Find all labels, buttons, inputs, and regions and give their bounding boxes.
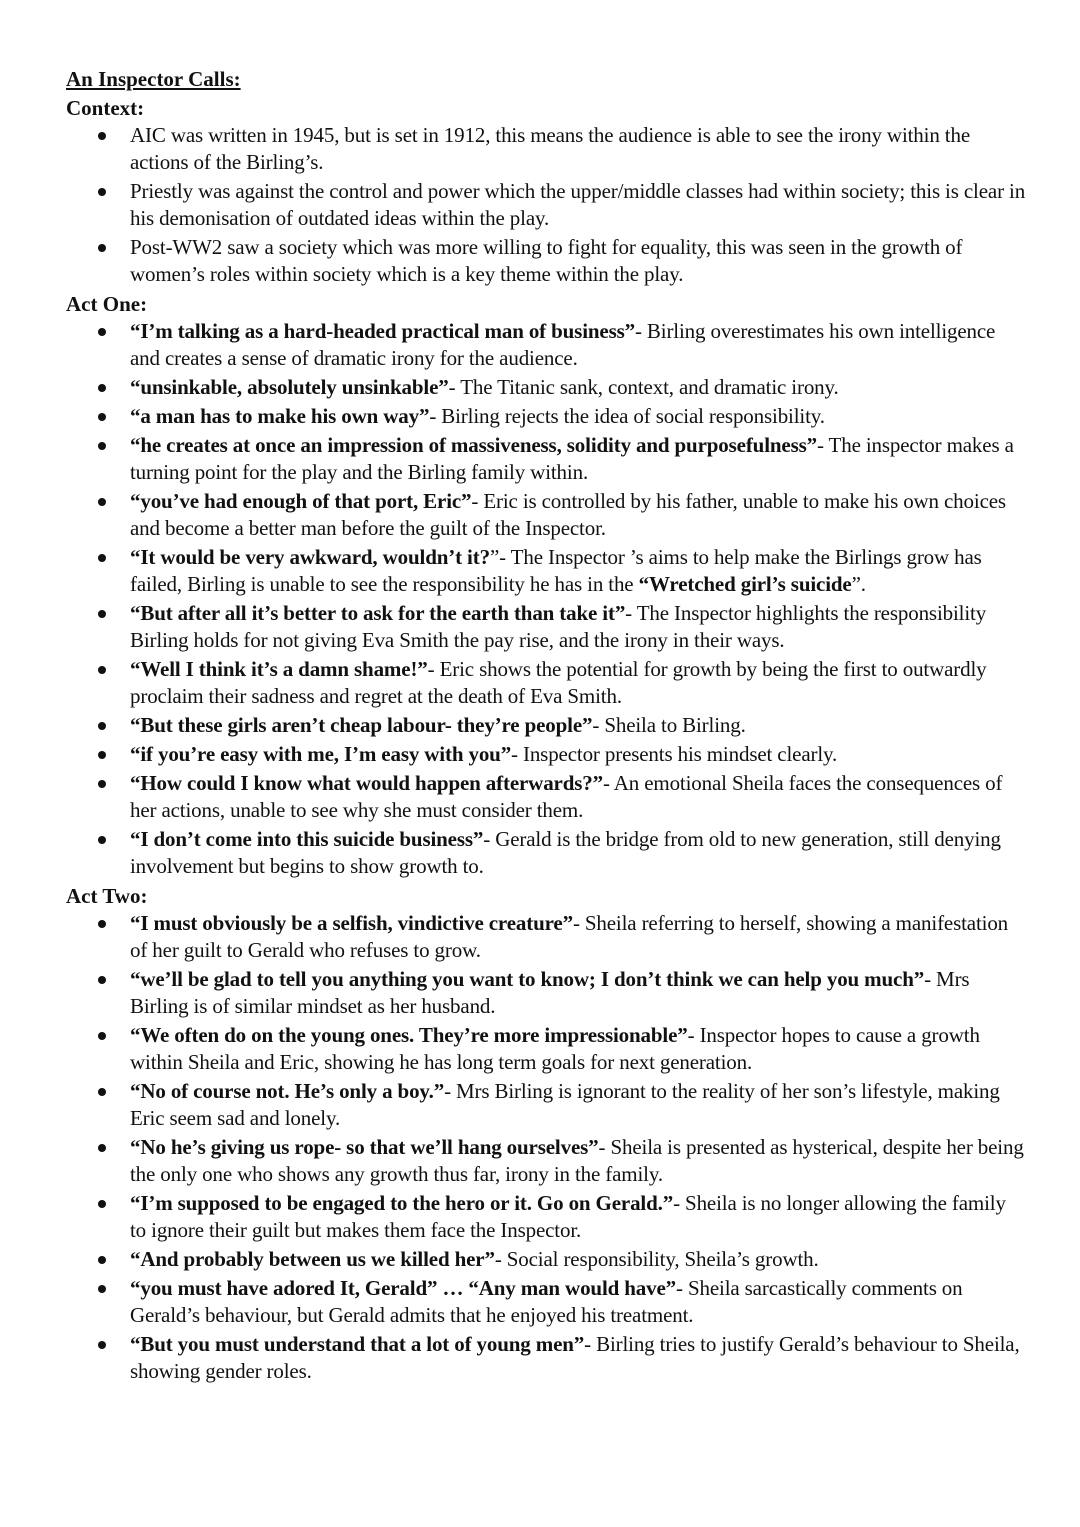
bullet-item xyxy=(66,1078,1026,1132)
analysis-text: - Mrs Birling is of similar mindset as her husband. xyxy=(130,967,970,1018)
bullet-item xyxy=(66,318,1026,372)
quote-text: “And probably between us we killed her” xyxy=(130,1247,495,1271)
analysis-text: - Birling tries to justify Gerald’s behaviour to Sheila, showing gender roles. xyxy=(130,1332,1020,1383)
quote-text: “But you must understand that a lot of young men” xyxy=(130,1332,585,1356)
bullet-list xyxy=(66,318,1026,880)
quote-text: “you’ve had enough of that port, Eric” xyxy=(130,489,472,513)
bullet-item xyxy=(66,741,1026,768)
document-body xyxy=(66,94,1026,1385)
analysis-text: - Sheila is no longer allowing the family to ignore their guilt but makes them face the Inspector. xyxy=(130,1191,1006,1242)
quote-text: “No of course not. He’s only a boy.” xyxy=(130,1079,445,1103)
bullet-item xyxy=(66,966,1026,1020)
bullet-item xyxy=(66,770,1026,824)
quote-text: “you must have adored It, Gerald” … “Any man would have” xyxy=(130,1276,677,1300)
analysis-text: - Sheila to Birling. xyxy=(592,713,746,737)
analysis-text: - Eric is controlled by his father, unable to make his own choices and become a better man before the guilt of the Inspector. xyxy=(130,489,1006,540)
analysis-text: - Sheila referring to herself, showing a manifestation of her guilt to Gerald who refuses to grow. xyxy=(130,911,1009,962)
analysis-text: AIC was written in 1945, but is set in 1912, this means the audience is able to see the irony within the actions of the Birling’s. xyxy=(130,123,970,174)
quote-text: “How could I know what would happen afterwards?” xyxy=(130,771,603,795)
quote-text: “No he’s giving us rope- so that we’ll hang ourselves” xyxy=(130,1135,599,1159)
analysis-text: - Gerald is the bridge from old to new generation, still denying involvement but begins to show growth to. xyxy=(130,827,1001,878)
bullet-item xyxy=(66,826,1026,880)
bullet-item xyxy=(66,1331,1026,1385)
analysis-text: - Inspector presents his mindset clearly. xyxy=(511,742,838,766)
bullet-item xyxy=(66,910,1026,964)
bullet-item xyxy=(66,1246,1026,1273)
analysis-text: ”- The Inspector ’s aims to help make the Birlings grow has failed, Birling is unable to see the responsibility he has in the xyxy=(130,545,982,596)
bullet-item xyxy=(66,178,1026,232)
bullet-item xyxy=(66,712,1026,739)
quote-text: “But these girls aren’t cheap labour- they’re people” xyxy=(130,713,593,737)
bullet-item xyxy=(66,122,1026,176)
quote-text: “unsinkable, absolutely unsinkable” xyxy=(130,375,449,399)
quote-text: “if you’re easy with me, I’m easy with you” xyxy=(130,742,512,766)
bullet-list xyxy=(66,910,1026,1385)
analysis-text: Priestly was against the control and power which the upper/middle classes had within society; this is clear in his demonisation of outdated ideas within the play. xyxy=(130,179,1026,230)
analysis-text: Post-WW2 saw a society which was more willing to fight for equality, this was seen in the growth of women’s roles within society which is a key theme within the play. xyxy=(130,235,963,286)
analysis-text: - The inspector makes a turning point for the play and the Birling family within. xyxy=(130,433,1014,484)
bullet-item xyxy=(66,544,1026,598)
analysis-text: - Sheila sarcastically comments on Gerald’s behaviour, but Gerald admits that he enjoyed his treatment. xyxy=(130,1276,963,1327)
bullet-item xyxy=(66,1275,1026,1329)
analysis-text: - Social responsibility, Sheila’s growth. xyxy=(494,1247,819,1271)
quote-text: “But after all it’s better to ask for the earth than take it” xyxy=(130,601,626,625)
section-heading: Act Two: xyxy=(66,884,148,908)
bullet-item xyxy=(66,403,1026,430)
bullet-item xyxy=(66,1190,1026,1244)
section-heading: Act One: xyxy=(66,292,148,316)
bullet-item xyxy=(66,656,1026,710)
analysis-text: - Eric shows the potential for growth by being the first to outwardly proclaim their sadness and regret at the death of Eva Smith. xyxy=(130,657,987,708)
analysis-text: - Inspector hopes to cause a growth within Sheila and Eric, showing he has long term goals for next generation. xyxy=(130,1023,980,1074)
analysis-text: - Birling overestimates his own intelligence and creates a sense of dramatic irony for the audience. xyxy=(130,319,996,370)
quote-text: “I don’t come into this suicide business” xyxy=(130,827,484,851)
analysis-text: - Birling rejects the idea of social responsibility. xyxy=(429,404,825,428)
quote-text: “Wretched girl’s suicide xyxy=(638,572,852,596)
analysis-text: - The Inspector highlights the responsibility Birling holds for not giving Eva Smith the pay rise, and the irony in their ways. xyxy=(130,601,987,652)
bullet-item xyxy=(66,432,1026,486)
bullet-item xyxy=(66,1134,1026,1188)
document-page xyxy=(66,64,1026,1387)
bullet-item xyxy=(66,234,1026,288)
quote-text: “we’ll be glad to tell you anything you want to know; I don’t think we can help you much” xyxy=(130,967,925,991)
analysis-text: - Mrs Birling is ignorant to the reality of her son’s lifestyle, making Eric seem sad and lonely. xyxy=(130,1079,1000,1130)
quote-text: “I must obviously be a selfish, vindictive creature” xyxy=(130,911,573,935)
analysis-text: ”. xyxy=(851,572,866,596)
quote-text: “I’m talking as a hard-headed practical man of business” xyxy=(130,319,635,343)
section-heading: Context: xyxy=(66,96,145,120)
bullet-item xyxy=(66,1022,1026,1076)
bullet-item xyxy=(66,600,1026,654)
bullet-item xyxy=(66,374,1026,401)
quote-text: “Well I think it’s a damn shame!” xyxy=(130,657,428,681)
analysis-text: - Sheila is presented as hysterical, despite her being the only one who shows any growth thus far, irony in the family. xyxy=(130,1135,1024,1186)
bullet-list xyxy=(66,122,1026,288)
document-title: An Inspector Calls: xyxy=(66,67,241,91)
analysis-text: - An emotional Sheila faces the consequences of her actions, unable to see why she must consider them. xyxy=(130,771,1003,822)
quote-text: “We often do on the young ones. They’re more impressionable” xyxy=(130,1023,688,1047)
quote-text: “he creates at once an impression of massiveness, solidity and purposefulness” xyxy=(130,433,817,457)
bullet-item xyxy=(66,488,1026,542)
quote-text: “It would be very awkward, wouldn’t it? xyxy=(130,545,490,569)
quote-text: “I’m supposed to be engaged to the hero or it. Go on Gerald.” xyxy=(130,1191,674,1215)
analysis-text: - The Titanic sank, context, and dramatic irony. xyxy=(448,375,839,399)
quote-text: “a man has to make his own way” xyxy=(130,404,430,428)
